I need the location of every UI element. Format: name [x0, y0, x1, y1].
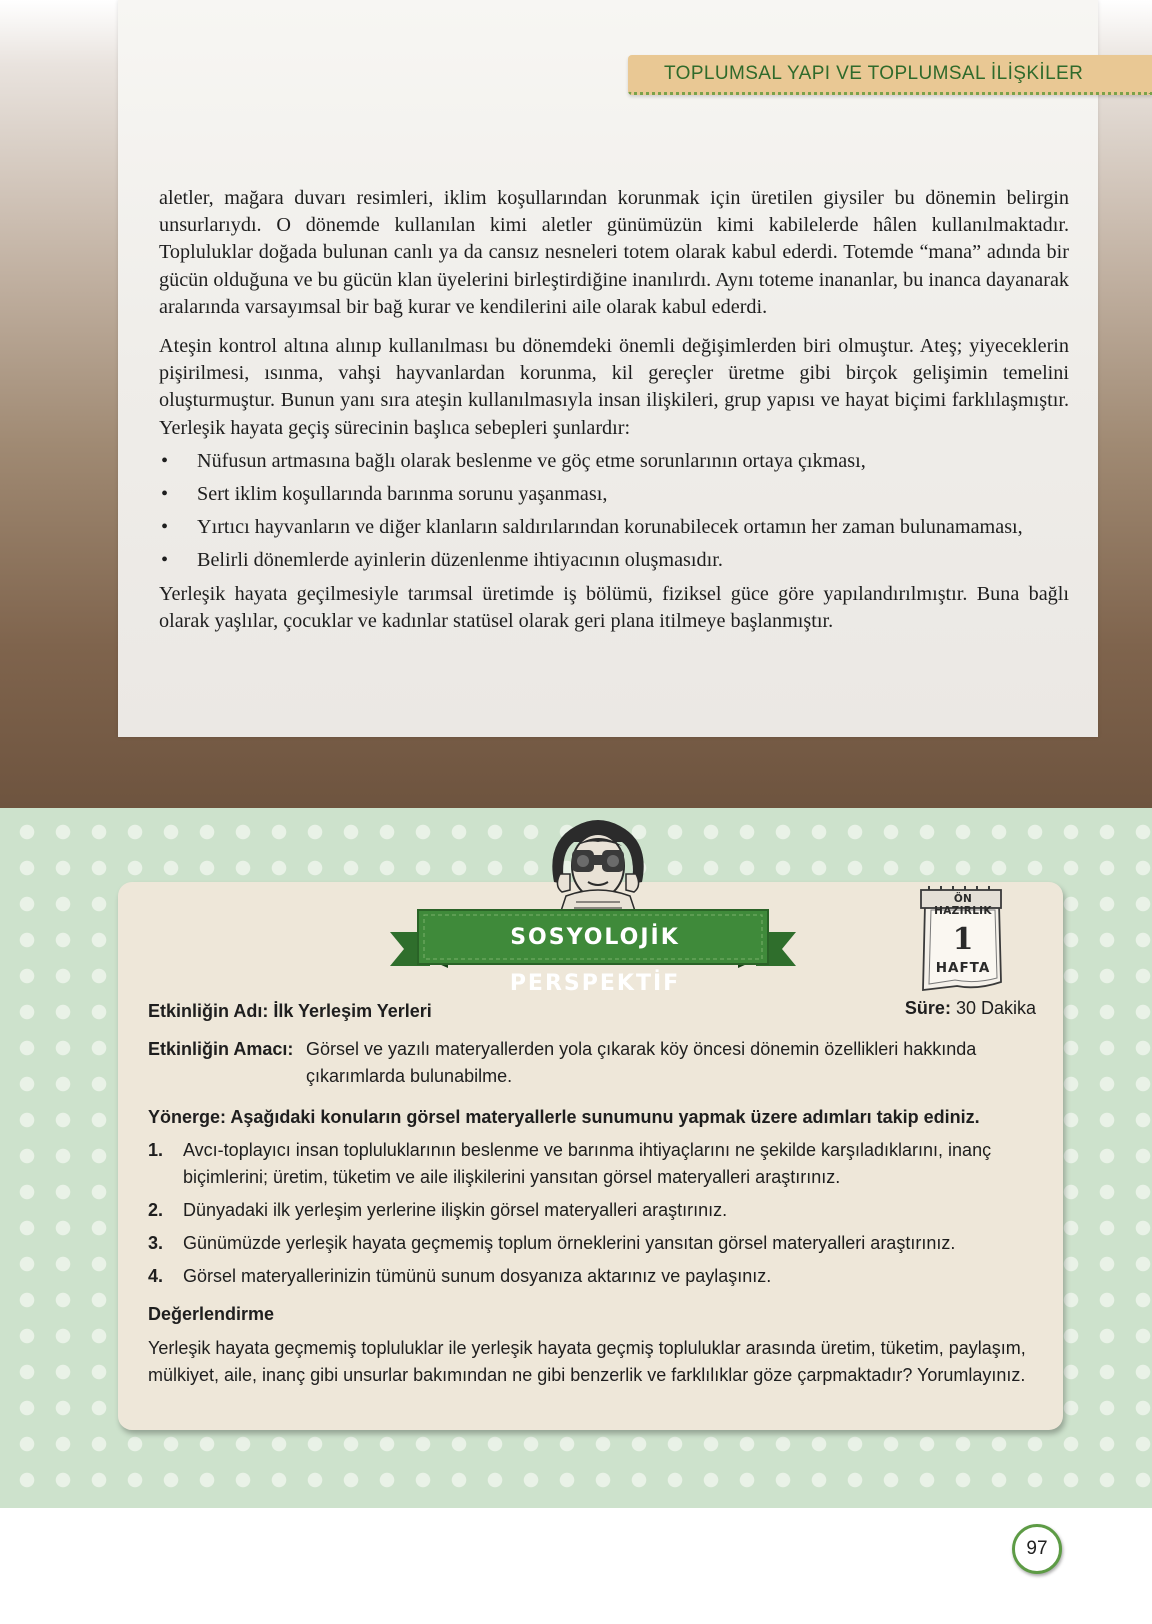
step-number: 3.: [148, 1233, 164, 1253]
list-item: [159, 481, 1069, 508]
calendar-label: ÖN HAZIRLIK: [934, 893, 992, 917]
binoculars-figure-icon: [536, 812, 660, 914]
purpose-text: Görsel ve yazılı materyallerden yola çıkarak köy öncesi dönemin özellikleri hakkında çıkarımlarda bulunabilme.: [306, 1039, 977, 1086]
duration-value: 30 Dakika: [955, 998, 1036, 1018]
evaluation-title-row: [148, 1301, 1048, 1328]
bullet-icon: •: [161, 449, 169, 472]
paragraph: Yerleşik hayata geçilmesiyle tarımsal üretimde iş bölümü, fiziksel güce göre yapılandırılmıştır. Buna bağlı olarak yaşlılar, çocuklar ve kadınlar statüsel olarak geri plana itilmeye başlanmıştır.: [159, 582, 1069, 632]
step-text: Görsel materyallerinizin tümünü sunum dosyanıza aktarınız ve paylaşınız.: [183, 1266, 772, 1286]
step-item: [148, 1263, 1048, 1290]
instruction: [148, 1104, 1048, 1131]
steps-list: [148, 1137, 1048, 1296]
calendar-unit: HAFTA: [935, 960, 991, 976]
list-item-text: Nüfusun artmasına bağlı olarak beslenme ve göç etme sorunlarının ortaya çıkması,: [197, 449, 866, 472]
duration-label: Süre:: [904, 998, 951, 1018]
step-item: [148, 1137, 1048, 1191]
calendar-number: 1: [952, 922, 974, 957]
chapter-title: TOPLUMSAL YAPI VE TOPLUMSAL İLİŞKİLER: [664, 63, 1084, 84]
step-text: Avcı-toplayıcı insan topluluklarının beslenme ve barınma ihtiyaçlarını ne şekilde karşıladıklarını, inanç biçimlerini; üretim, tüketim ve aile ilişkilerini yansıtan görsel materyalleri araştırınız.: [183, 1140, 992, 1187]
activity-name-value: İlk Yerleşim Yerleri: [273, 1001, 432, 1021]
purpose-label: Etkinliğin Amacı:: [148, 1039, 294, 1059]
activity-duration: [905, 998, 1036, 1019]
step-number: 1.: [148, 1140, 164, 1160]
step-number: 2.: [148, 1200, 164, 1220]
list-item: [159, 514, 1069, 541]
step-item: [148, 1197, 1048, 1224]
list-item-text: Sert iklim koşullarında barınma sorunu yaşanması,: [197, 483, 608, 506]
page-number: 97: [1012, 1524, 1062, 1574]
reading-text: [159, 185, 1069, 647]
step-text: Günümüzde yerleşik hayata geçmemiş toplum örneklerini yansıtan görsel materyalleri araştırınız.: [183, 1233, 956, 1253]
step-number: 4.: [148, 1266, 164, 1286]
activity-name-label: Etkinliğin Adı:: [148, 1001, 269, 1021]
list-item: [159, 448, 1069, 475]
evaluation-text: Yerleşik hayata geçmemiş topluluklar ile yerleşik hayata geçmiş topluluklar arasında üretim, tüketim, paylaşım, mülkiyet, aile, inanç gibi unsurlar bakımından ne gibi benzerlik ve farklılıklar göze çarpmaktadır? Yorumlayınız.: [148, 1338, 1026, 1385]
bullet-icon: •: [161, 483, 169, 506]
step-item: [148, 1230, 1048, 1257]
paragraph: aletler, mağara duvarı resimleri, iklim koşullarından korunmak için üretilen giysiler bu dönemin belirgin unsurlarıydı. O dönemde kullanılan kimi aletler günümüzün kimi kabilelerde hâlen kullanılmaktadır. Topluluklar doğada bulunan canlı ya da cansız nesneleri totem olarak kabul ederdi. Totemde “mana” adında bir gücün olduğuna ve bu gücün klan üyelerini birleştirdiğine inanılırdı. Aynı toteme inananlar, bu inanca dayanarak aralarında varsayımsal bir bağ kurar ve kendilerini aile olarak kabul ederdi.: [159, 187, 1069, 318]
paragraph: Ateşin kontrol altına alınıp kullanılması bu dönemdeki önemli değişimlerden biri olmuştur. Ateş; yiyeceklerin pişirilmesi, ısınma, vahşi hayvanlardan korunma, kil gereçler üretme gibi birçok gelişimin temelini oluşturmuştur. Bunun yanı sıra ateşin kullanılmasıyla insan ilişkileri, grup yapısı ve hayat biçimi farklılaşmıştır. Yerleşik hayata geçiş sürecinin başlıca sebepleri şunlardır:: [159, 335, 1069, 439]
chapter-header-tab: [628, 55, 1152, 95]
bullet-icon: •: [161, 516, 169, 539]
list-item: [159, 547, 1069, 574]
banner-title: SOSYOLOJİK PERSPEKTİF: [509, 925, 681, 996]
reasons-list: [159, 448, 1069, 575]
step-text: Dünyadaki ilk yerleşim yerlerine ilişkin görsel materyalleri araştırınız.: [183, 1200, 728, 1220]
instruction-text: Yönerge: Aşağıdaki konuların görsel materyallerle sunumunu yapmak üzere adımları takip ediniz.: [148, 1107, 980, 1127]
list-item-text: Yırtıcı hayvanların ve diğer klanların saldırılarından korunabilecek ortamın her zaman bulunamaması,: [197, 516, 1023, 539]
evaluation-title: Değerlendirme: [148, 1304, 275, 1324]
list-item-text: Belirli dönemlerde ayinlerin düzenlenme ihtiyacının oluşmasıdır.: [197, 549, 723, 572]
bullet-icon: •: [161, 549, 169, 572]
